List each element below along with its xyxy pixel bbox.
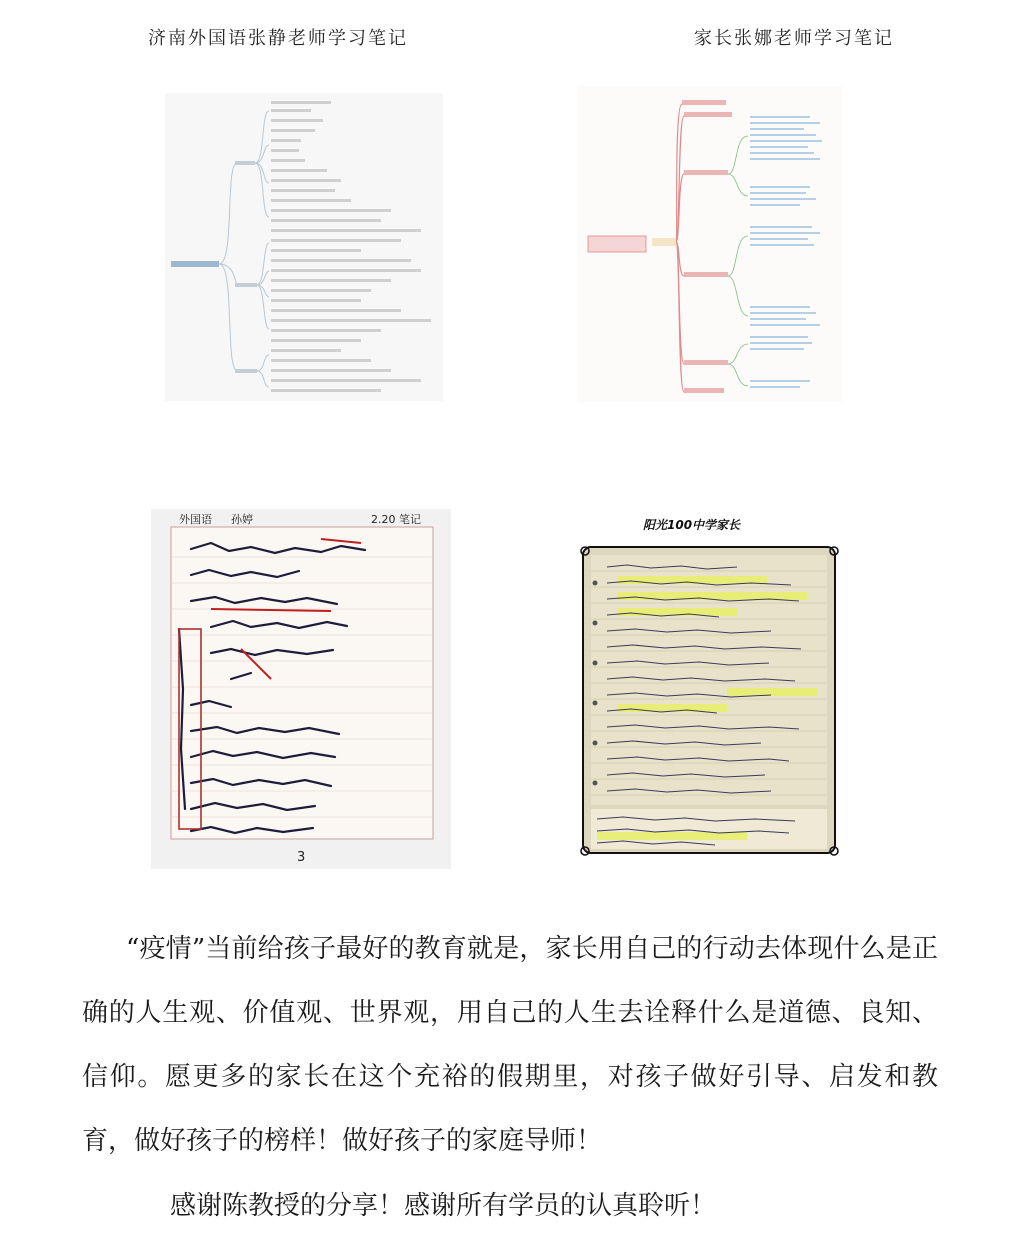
body-paragraph-1: “疫情”当前给孩子最好的教育就是，家长用自己的行动去体现什么是正确的人生观、价值观、世界观，用自己的人生去诠释什么是道德、良知、信仰。愿更多的家长在这个充裕的假期里，对孩子做好引导、启发和教育，做好孩子的榜样！做好孩子的家庭导师！ bbox=[82, 934, 938, 1156]
handwritten-note-image-left bbox=[151, 509, 451, 869]
mindmap-image-right bbox=[578, 86, 842, 402]
note-left-date: 2.20 笔记 bbox=[371, 513, 421, 526]
note-right-header: 阳光100中学家长 bbox=[643, 518, 741, 532]
note-left-page-number: 3 bbox=[297, 850, 306, 865]
body-paragraph-2: 感谢陈教授的分享！感谢所有学员的认真聆听！ bbox=[170, 1191, 717, 1221]
handwritten-note-image-right bbox=[577, 513, 842, 859]
caption-left: 济南外国语张静老师学习笔记 bbox=[148, 28, 408, 49]
caption-right: 家长张娜老师学习笔记 bbox=[694, 28, 894, 49]
mindmap-image-left bbox=[165, 93, 443, 401]
note-left-school: 外国语 bbox=[179, 513, 212, 526]
note-left-name: 孙婷 bbox=[231, 513, 253, 526]
